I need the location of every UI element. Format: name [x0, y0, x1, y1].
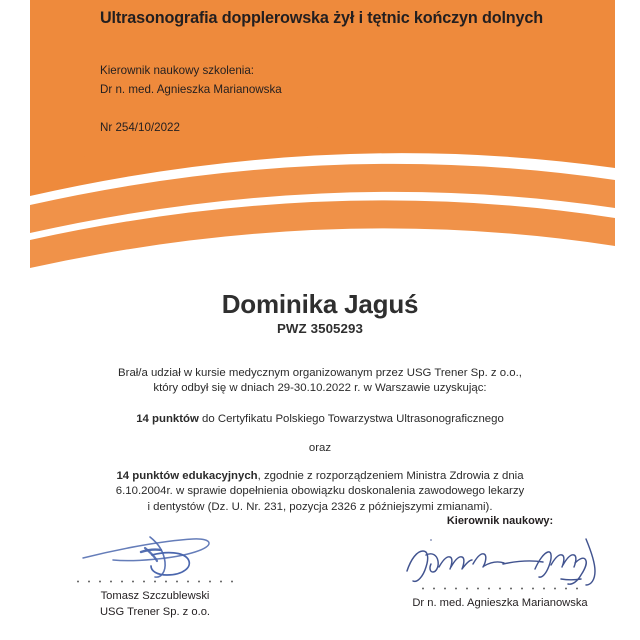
signature-rule-right [415, 587, 585, 590]
signature-heading-right: Kierownik naukowy: [446, 515, 554, 527]
banner-wave-graphic [30, 0, 615, 268]
recipient-license-number: PWZ 3505293 [276, 321, 364, 337]
signatory-name-right: Dr n. med. Agnieszka Marianowska [412, 597, 588, 609]
signatory-organization-left: USG Trener Sp. z o.o. [99, 606, 211, 618]
points-primary-value: 14 punktów [136, 412, 199, 425]
certificate-number: Nr 254/10/2022 [100, 121, 180, 134]
supervisor-label: Kierownik naukowy szkolenia: [100, 64, 255, 77]
page-title: Ultrasonografia dopplerowska żył i tętnic kończyn dolnych [100, 9, 543, 27]
recipient-name: Dominika Jaguś [221, 289, 419, 319]
signature-mark-right [370, 531, 630, 587]
signature-mark-left [30, 528, 280, 580]
points-secondary-line-2: 6.10.2004r. w sprawie dopełnienia obowiązku doskonalenia zawodowego lekarzy [115, 485, 525, 498]
signatory-name-left: Tomasz Szczublewski [100, 590, 210, 602]
conjunction-oraz: oraz [308, 441, 332, 454]
participation-line-1: Brał/a udział w kursie medycznym organizowanym przez USG Trener Sp. z o.o., [118, 367, 522, 379]
participation-paragraph [60, 366, 580, 397]
recipient-block [0, 290, 640, 336]
participation-line-2: który odbył się w dniach 29-30.10.2022 r. w Warszawie uzyskując: [153, 382, 487, 395]
points-secondary-value: 14 punktów edukacyjnych [116, 470, 258, 483]
points-secondary-line-3: i dentystów (Dz. U. Nr. 231, pozycja 2326 z późniejszymi zmianami). [147, 500, 493, 513]
points-primary-description: do Certyfikatu Polskiego Towarzystwa Ultrasonograficznego [198, 412, 504, 425]
certificate-body [60, 366, 580, 515]
signature-block-left [30, 528, 280, 620]
signature-rule-left [76, 580, 234, 583]
header-banner [0, 0, 640, 285]
points-secondary-paragraph [60, 469, 580, 515]
supervisor-name: Dr n. med. Agnieszka Marianowska [100, 83, 282, 96]
points-primary-paragraph [60, 412, 580, 427]
signatures-area [0, 510, 640, 640]
points-secondary-line-1: , zgodnie z rozporządzeniem Ministra Zdrowia z dnia [257, 470, 524, 483]
signature-block-right [370, 515, 630, 611]
